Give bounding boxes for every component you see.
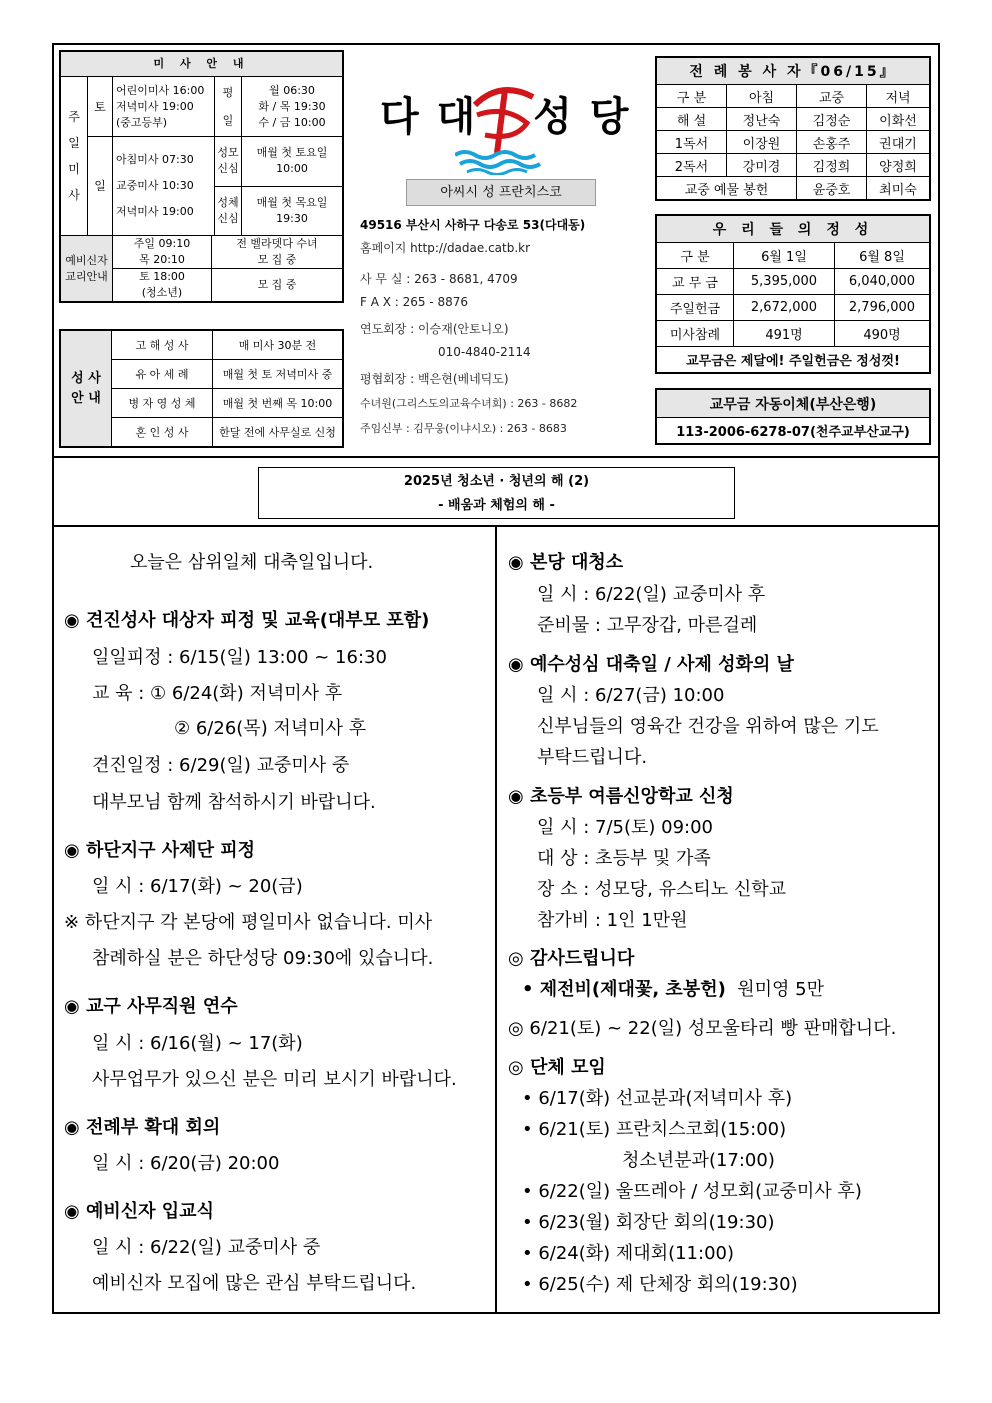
- catechumen-times: 주일 09:10 목 20:10: [113, 236, 212, 269]
- offerings-value: 491명: [734, 321, 835, 347]
- sacrament-time: 한달 전에 사무실로 신청: [213, 418, 344, 448]
- servers-name: 정난숙: [727, 108, 797, 131]
- servers-name: 권대기: [867, 131, 931, 154]
- offerings-label: 미사참례: [656, 321, 734, 347]
- saturday-masses: 어린이미사 16:00 저녁미사 19:00 (중고등부): [113, 77, 215, 137]
- sacred-heart-note-2: 부탁드립니다.: [537, 747, 648, 768]
- federation-phone: 010-4840-2114: [438, 345, 531, 359]
- liturgy-servers-table: [655, 56, 931, 201]
- offerings-header-cell: 구 분: [656, 243, 734, 269]
- confirmation-note: 대부모님 함께 참석하시기 바랍니다.: [92, 792, 376, 813]
- summer-school-place: 장 소 : 성모당, 유스티노 신학교: [537, 879, 787, 900]
- sacrament-time: 매월 첫 번째 목 10:00: [213, 389, 344, 418]
- youth-recruiting: 모 집 중: [257, 278, 297, 291]
- servers-name: 김정순: [797, 108, 867, 131]
- cleaning-title: ◉ 본당 대청소: [508, 552, 624, 573]
- sacrament-name: 유 아 세 례: [112, 360, 213, 389]
- parish-address: 49516 부산시 사하구 다송로 53(다대동): [360, 218, 586, 232]
- patron-saint: 아씨시 성 프란치스코: [406, 179, 596, 206]
- fax-number: F A X : 265 - 8876: [360, 295, 469, 309]
- catechumen-entry-title: ◉ 예비신자 입교식: [64, 1201, 214, 1222]
- weekday-label: 평 일: [215, 77, 242, 137]
- thanks-item: • 제전비(제대꽃, 초봉헌) 원미영 5만: [522, 979, 825, 1000]
- offerings-label: 교 무 금: [656, 269, 734, 295]
- sacred-heart-title: ◉ 예수성심 대축일 / 사제 성화의 날: [508, 654, 794, 675]
- offerings-header-cell: 6월 1일: [734, 243, 835, 269]
- theme-line2: - 배움과 체험의 해 -: [438, 498, 555, 513]
- sacrament-time: 매월 첫 토 저녁미사 중: [213, 360, 344, 389]
- offerings-value: 2,672,000: [734, 295, 835, 321]
- theme-line1: 2025년 청소년 · 청년의 해 (2): [403, 474, 590, 489]
- servers-role: 2독서: [656, 154, 727, 177]
- catechumen-entry-note: 예비신자 모집에 많은 관심 부탁드립니다.: [92, 1273, 417, 1294]
- group-meeting: • 6/24(화) 제대회(11:00): [522, 1243, 734, 1264]
- catechumen-entry-date: 일 시 : 6/22(일) 교중미사 중: [92, 1237, 321, 1258]
- council-chair: 평협회장 : 백은현(베네딕도): [360, 372, 509, 386]
- district-retreat-date: 일 시 : 6/17(화) ~ 20(금): [92, 876, 303, 897]
- year-theme-box: [258, 467, 735, 519]
- thanks-title: ◎ 감사드립니다: [508, 948, 635, 969]
- column-divider: [495, 525, 497, 1314]
- servers-name: 양정희: [867, 154, 931, 177]
- servers-name: 이장원: [727, 131, 797, 154]
- devotion-cell: [215, 137, 344, 236]
- servers-name: 이화선: [867, 108, 931, 131]
- liturgy-meeting-title: ◉ 전례부 확대 회의: [64, 1117, 221, 1138]
- header-divider: [52, 456, 940, 458]
- sunday-label: 일: [88, 137, 113, 236]
- offerings-value: 6,040,000: [835, 269, 931, 295]
- saturday-label: 토: [88, 77, 113, 137]
- servers-name: 김정희: [797, 154, 867, 177]
- offerings-value: 2,796,000: [835, 295, 931, 321]
- confirmation-edu-2: ② 6/26(목) 저녁미사 후: [174, 718, 367, 739]
- offerings-value: 490명: [835, 321, 931, 347]
- servers-name: 윤중호: [797, 177, 867, 201]
- confirmation-date: 견진일정 : 6/29(일) 교중미사 중: [92, 755, 350, 776]
- offerings-note: 교무금은 제달에! 주일헌금은 정성껏!: [656, 347, 930, 374]
- confirmation-retreat: 일일피정 : 6/15(일) 13:00 ~ 16:30: [92, 647, 387, 668]
- cross-logo-icon: [455, 75, 545, 175]
- cleaning-date: 일 시 : 6/22(일) 교중미사 후: [537, 584, 766, 605]
- sacrament-time: 매 미사 30분 전: [213, 330, 344, 360]
- sacrament-name: 고 해 성 사: [112, 330, 213, 360]
- group-meeting: 청소년분과(17:00): [622, 1150, 775, 1171]
- sunday-mass-label: 주 일 미 사: [60, 77, 88, 236]
- summer-school-title: ◉ 초등부 여름신앙학교 신청: [508, 786, 734, 807]
- sacrament-name: 병 자 영 성 체: [112, 389, 213, 418]
- staff-training-date: 일 시 : 6/16(월) ~ 17(화): [92, 1033, 303, 1054]
- auto-transfer-account: 113-2006-6278-07(천주교부산교구): [656, 418, 930, 445]
- holy-mother-time: 매월 첫 토요일 10:00: [242, 137, 343, 186]
- cleaning-items: 준비물 : 고무장갑, 마른걸레: [537, 615, 758, 636]
- bread-sale: ◎ 6/21(토) ~ 22(일) 성모울타리 빵 판매합니다.: [508, 1018, 897, 1039]
- offerings-header-cell: 6월 8일: [835, 243, 931, 269]
- sacred-heart-note-1: 신부님들의 영육간 건강을 위하여 많은 기도: [537, 716, 879, 737]
- district-retreat-title: ◉ 하단지구 사제단 피정: [64, 840, 255, 861]
- group-meeting: • 6/17(화) 선교분과(저녁미사 후): [522, 1088, 793, 1109]
- servers-name: 최미숙: [867, 177, 931, 201]
- offerings-label: 주일헌금: [656, 295, 734, 321]
- group-meeting: • 6/25(수) 제 단체장 회의(19:30): [522, 1274, 798, 1295]
- servers-role: 해 설: [656, 108, 727, 131]
- auto-transfer-table: [655, 388, 931, 445]
- confirmation-title: ◉ 견진성사 대상자 피정 및 교육(대부모 포함): [64, 610, 430, 631]
- sacraments-table: [59, 329, 344, 448]
- catechumen-label: 예비신자 교리안내: [60, 236, 113, 303]
- catechumen-cell: [113, 236, 344, 303]
- office-phone: 사 무 실 : 263 - 8681, 4709: [360, 272, 518, 286]
- pastor-phone: 주임신부 : 김무웅(이냐시오) : 263 - 8683: [360, 422, 567, 435]
- mass-info-title: 미 사 안 내: [60, 51, 343, 77]
- district-retreat-note-1: ※ 하단지구 각 본당에 평일미사 없습니다. 미사: [64, 912, 433, 933]
- offerings-title: 우 리 들 의 정 성: [656, 215, 930, 243]
- servers-name: 손홍주: [797, 131, 867, 154]
- group-meeting: • 6/22(일) 울뜨레아 / 성모회(교중미사 후): [522, 1181, 862, 1202]
- offerings-table: [655, 214, 931, 374]
- summer-school-target: 대 상 : 초등부 및 가족: [537, 848, 711, 869]
- holy-body-label: 성체신심: [215, 186, 242, 235]
- catechumen-teacher: 전 벨라뎃다 수녀 모 집 중: [212, 236, 343, 269]
- servers-header-cell: 교중: [797, 85, 867, 108]
- convent-phone: 수녀원(그리스도의교육수녀회) : 263 - 8682: [360, 397, 578, 410]
- weekday-times: 월 06:30 화 / 목 19:30 수 / 금 10:00: [242, 77, 344, 137]
- servers-role: 교중 예물 봉헌: [656, 177, 797, 201]
- intro-text: 오늘은 삼위일체 대축일입니다.: [130, 552, 374, 573]
- parish-logo: 다 대 성 당: [380, 94, 631, 140]
- servers-title: 전 례 봉 사 자『06/15』: [656, 57, 930, 85]
- groups-title: ◎ 단체 모임: [508, 1057, 606, 1078]
- servers-header-cell: 저녁: [867, 85, 931, 108]
- servers-header-cell: 구 분: [656, 85, 727, 108]
- summer-school-date: 일 시 : 7/5(토) 09:00: [537, 817, 714, 838]
- confirmation-edu-1: 교 육 : ① 6/24(화) 저녁미사 후: [92, 683, 343, 704]
- servers-role: 1독서: [656, 131, 727, 154]
- group-meeting: • 6/21(토) 프란치스코회(15:00): [522, 1119, 787, 1140]
- offerings-value: 5,395,000: [734, 269, 835, 295]
- holy-mother-label: 성모신심: [215, 137, 242, 186]
- staff-training-title: ◉ 교구 사무직원 연수: [64, 996, 238, 1017]
- auto-transfer-title: 교무금 자동이체(부산은행): [656, 389, 930, 418]
- holy-body-time: 매월 첫 목요일 19:30: [256, 195, 328, 225]
- parish-homepage: 홈페이지 http://dadae.catb.kr: [360, 241, 531, 255]
- liturgy-meeting-date: 일 시 : 6/20(금) 20:00: [92, 1153, 280, 1174]
- sunday-masses: 아침미사 07:30 교중미사 10:30 저녁미사 19:00: [113, 137, 215, 236]
- group-meeting: • 6/23(월) 회장단 회의(19:30): [522, 1212, 775, 1233]
- sacred-heart-date: 일 시 : 6/27(금) 10:00: [537, 685, 725, 706]
- sacraments-label: 성 사 안 내: [60, 330, 112, 447]
- sacrament-name: 혼 인 성 사: [112, 418, 213, 448]
- district-retreat-note-2: 참례하실 분은 하단성당 09:30에 있습니다.: [92, 948, 434, 969]
- summer-school-fee: 참가비 : 1인 1만원: [537, 910, 688, 931]
- federation-chair: 연도회장 : 이승재(안토니오): [360, 322, 509, 336]
- servers-name: 강미경: [727, 154, 797, 177]
- mass-info-table: [59, 50, 344, 303]
- servers-header-cell: 아침: [727, 85, 797, 108]
- staff-training-note: 사무업무가 있으신 분은 미리 보시기 바랍니다.: [92, 1069, 457, 1090]
- youth-catechism: 토 18:00 (청소년): [113, 269, 212, 302]
